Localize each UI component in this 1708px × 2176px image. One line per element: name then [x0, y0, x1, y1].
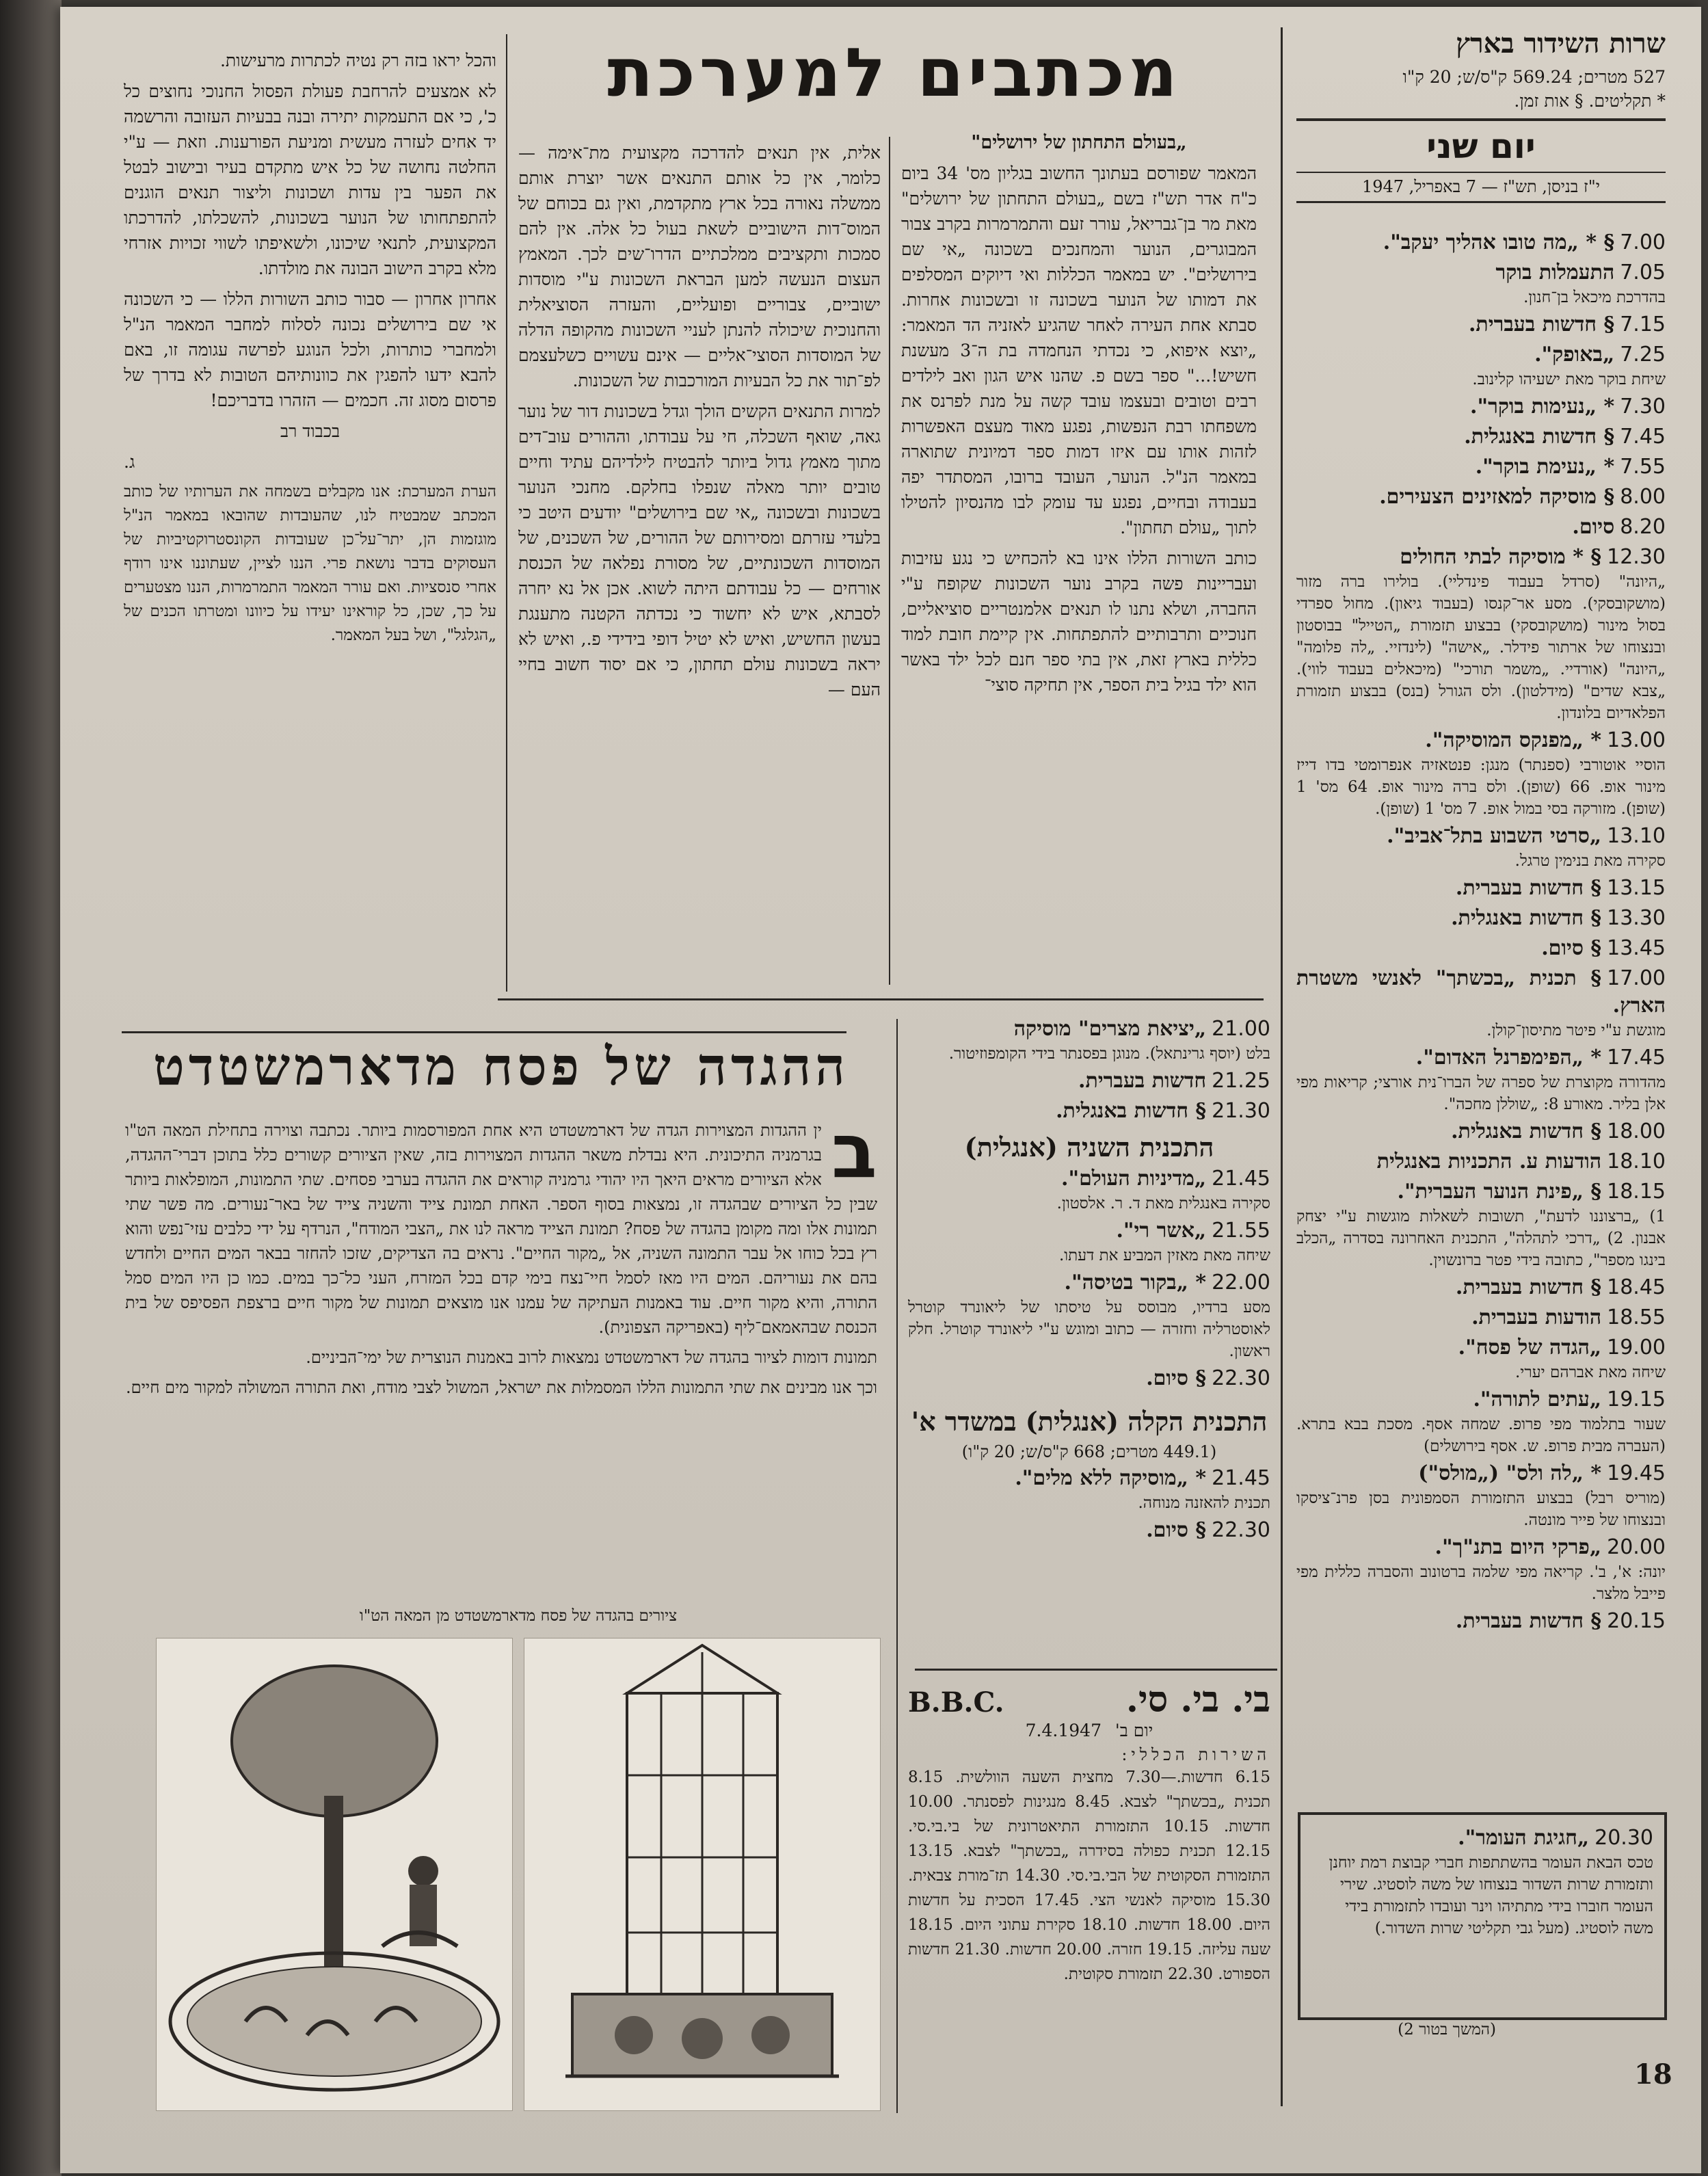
program-time: 7.15 — [1620, 313, 1666, 336]
program-description: טכס הבאת העומר בהשתתפות חברי קבוצת רמת יוחנן ותזמורת שרות השדור בנצוחו של משה לוסטיג. שירי העומר חוברו בידי מתתיהו וינר ועובדו לתזמורת בידי משה לוסטיג. (מעל גבי תקליטי שרות השדור.) — [1329, 1854, 1653, 1937]
program-time: 18.00 — [1607, 1119, 1666, 1143]
program-time: 13.45 — [1607, 936, 1666, 960]
bbc-title-hebrew: בי. בי. סי. — [1125, 1679, 1270, 1721]
haggadah-paragraph: וכך אנו מבינים את שתי התמונות הללו המסמלות את ישראל, המשול לצבי מודח, ואת התורה המשולה למקור מים חיים. — [126, 1378, 877, 1397]
program-title: § חדשות בעברית. — [1455, 1275, 1602, 1299]
bbc-title-english: B.B.C. — [908, 1686, 1004, 1719]
program-item — [908, 1269, 1270, 1362]
letters-column-1 — [901, 130, 1257, 985]
program-description: בהדרכת מיכאל בן־חנון. — [1523, 289, 1666, 306]
program-title: § חדשות באנגלית. — [1056, 1099, 1207, 1123]
program-item — [1296, 905, 1666, 932]
program-item — [1296, 823, 1666, 872]
program-time: 13.15 — [1607, 876, 1666, 900]
highlight-box — [1298, 1812, 1667, 2020]
letter-signoff: בכבוד רב — [280, 421, 340, 441]
program-title: * „נעימות בוקר". — [1470, 395, 1615, 419]
program-description: 1) „ברצוננו לדעת", תשובות לשאלות מוגשות ע"י יצחק אבנון. 2) „דרכי לתהלה", התכנית האחרונה בסדרה „הכלב בינגו מספר", כתובה בידי פטר ברונשוין. — [1296, 1208, 1666, 1269]
program-description: שיחת בוקר מאת ישעיהו קלינוב. — [1472, 371, 1666, 388]
fountain-drawing — [524, 1638, 880, 2110]
page-number: 18 — [1634, 2058, 1672, 2091]
program-time: 7.45 — [1620, 425, 1666, 449]
light-program-title: התכנית הקלה (אנגלית) במשדר א' — [911, 1406, 1268, 1437]
program-description: (מוריס רבל) בבצוע התזמורת הסמפונית בסן פרנ־ציסקו ובנצוחו של פייר מונטה. — [1296, 1489, 1666, 1529]
program-item — [1296, 423, 1666, 451]
bbc-date: 7.4.1947 — [1025, 1721, 1102, 1740]
program-title: „עתים לתורה". — [1473, 1388, 1602, 1411]
program-item — [1296, 1304, 1666, 1331]
divider — [1296, 118, 1666, 121]
program-time: 19.15 — [1607, 1388, 1666, 1411]
letter-paragraph: אלית, אין תנאים להדרכה מקצועית מת־אימה — כלומר, אין כל אותם התנאים אשר יוצרת אותם ממשלה נאורה בכל ארץ מתקדמת, ואין גם בכוחם של המוס־דות הישוביים לשאת בעול כל אלה. אין להם סמכות ותקציבים ממלכתיים הדרו־שים לכך. המאמץ העצום הנעשה למען הבראת השכונות ע"י מוסדות ישוביים, צבוריים ופועליים, והעזרה הסוציאלית והחנוכית שיכולה להנתן לעניי השכונות מהקופה הדלה של המוסדות הסוצי־אליים — אינם עשויים כשלעצמם לפ־תור את כל הבעיות המורכבות של השכונות. — [518, 143, 881, 390]
program-title: * „נעימת בוקר". — [1475, 455, 1615, 479]
program-title: * „מפנקס המוסיקה". — [1425, 728, 1602, 752]
program-title: § סיום. — [1541, 936, 1602, 960]
program-time: 21.00 — [1212, 1017, 1270, 1041]
program-time: 13.30 — [1607, 906, 1666, 930]
program-time: 20.00 — [1607, 1535, 1666, 1559]
program-title: „יציאת מצרים" מוסיקה — [1013, 1017, 1207, 1041]
program-item — [1296, 1386, 1666, 1457]
program-description: שיחה מאת אברהם יערי. — [1514, 1364, 1666, 1381]
program-item — [1296, 1044, 1666, 1115]
magazine-page — [60, 7, 1701, 2173]
letters-title: מכתבים למערכת — [607, 34, 1182, 112]
program-item — [1296, 311, 1666, 339]
program-time: 22.00 — [1212, 1271, 1270, 1295]
program-item — [908, 1016, 1270, 1065]
program-title: * „הפימפרנל האדום". — [1415, 1046, 1602, 1070]
program-time: 7.25 — [1620, 343, 1666, 367]
program-description: שעור בתלמוד מפי פרופ. שמחה אסף. מסכת בבא בתרא. (העברה מבית פרופ. ש. אסף בירושלים) — [1296, 1416, 1666, 1455]
radio-header — [1296, 27, 1666, 226]
letters-column-2 — [518, 140, 881, 1002]
program-time: 21.25 — [1212, 1069, 1270, 1093]
program-time: 21.45 — [1212, 1167, 1270, 1191]
hunting-scene-illustration — [156, 1638, 513, 2111]
program-time: 19.45 — [1607, 1461, 1666, 1485]
program-item — [1296, 1118, 1666, 1145]
program-description: סקירה מאת בנימין טרגל. — [1514, 852, 1666, 870]
column-rule — [889, 137, 890, 985]
program-item — [1296, 965, 1666, 1041]
haggadah-paragraph: ב ין ההגדות המצוירות הגדה של דארמשטדט היא אחת המפורסמות ביותר. נכתבה וצוירה בתחילת המאה הט"ו בגרמניה התיכונית. היא נבדלת משאר ההגדות המצוירות בזה, שאין הציורים קשורים כלל בתוכן דברי־ההגדה, אלא הציורים מראים היאך היו יהודי גרמניה קוראים את ההגדה בערבי פסחים. שתי התמונות, המופלאות ביותר שבין כל הציורים שבהגדה זו, נמצאות בסוף הספר. האחת תמונת צייד והשניה צייד של באר־נעורים. מה פשר שתי תמונות אלו ומה מקומן בהגדה של פסח? תמונת הצייד מראה לנו את „הצבי המודח", הנרדף על ידי כלבים עזי־נפש והוא רץ בכל כוחו אל עבר התמונה השניה, אל „מקור החיים". נראים בה הצדיקים, שזכו להחזר בבאר המים החיים ולחדש בהם את נעוריהם. המים היו מאז לסמל חיי־נצח בימי קדם בכל המזרח, העני כל־כך במים. כמו כן היו המים סמל התורה, והיא מקור חיים. עוד באמנות העתיקה של עמנו אנו מוצאים תמונות של מקור חיים ברצפת הפסיפס של בית הכנסת שבהאמאם־ליף (באפריקה הצפונית). — [125, 1118, 877, 1337]
program-item — [1296, 1178, 1666, 1271]
program-item — [1296, 727, 1666, 820]
section-divider — [122, 1031, 846, 1033]
program-item — [1296, 1534, 1666, 1605]
program-time: 13.10 — [1607, 824, 1666, 848]
letter-paragraph: המאמר שפורסם בעתונך החשוב בגליון מס' 34 ביום כ"ח אדר תש"ז בשם „בעולם התחתון של ירושלים" מאת מר בן־גבריאל, עורר זעם והתמרמרות בקרב צבור המבוגרים, הנוער והמחנכים בשכונה „אי שם בירושלים". יש במאמר הכללות ואי דיוקים המסלפים את דמותו של הנוער בשכונה זו ובשכונות אחרות. סבתא אחת העירה לאחר שהגיע לאזניה הד המאמר: „יוצא איפוא, כי נכדתי הנחמדה בת ה־3 מעשנת חשיש!..." ספר בשם פ. שהנו איש הגון ואב לילדים רבים וטובים ובעצמו עובד קשה על מנת לפרנס את משפחתו רבת הנפשות, נפגע מאוד מעצם האפשרות לזהות אותו עם איזו דמות ספר דמיונית שתוארה במאמר הנ"ל. הנוער, העובד ברובו, המסתדר יפה בעבודה ובחיים, נפגע עד עומק לבו מהנסיון להטילו לתוך „עולם תחתון". — [901, 163, 1257, 538]
letter-paragraph: למרות התנאים הקשים הולך וגדל בשכונות דור של נוער גאה, שואף השכלה, חי על עבודתו, וההורים עוב־דים מתוך מאמץ גדול ביותר להבטיח לילדיהם עתיד וחיים טובים יותר מאלה שנפלו בחלקם. מחנכי הנוער בשכונות ובשכונה „אי שם בירושלים" יודעים היטב כי בלעדי עזרתם ומסירותם של ההורים, של השכנים, של המוסדות השכונתיים, של מסורת נפלאה של הכנסת אורחים — כל עבודתם היתה לשוא. אכן אל נא יחרה לסבתא, איש לא יחשוד כי נכדתה הקטנה מתענגת בעשון החשיש, ואיש לא יטיל דופי בידידי פ., ואיש לא יראה בשכונות עולם תחתון, כי אם יסוד חשוב בחיי העם — — [518, 401, 881, 700]
program-title: „אשר רי". — [1116, 1219, 1207, 1243]
program-item — [1296, 483, 1666, 511]
program-title: * „לה ולס" („מולס") — [1418, 1461, 1602, 1485]
program-title: „הגדה של פסח". — [1458, 1336, 1602, 1359]
program-item — [908, 1365, 1270, 1392]
fountain-of-youth-illustration — [524, 1638, 881, 2111]
program-item — [1296, 1274, 1666, 1301]
section-divider — [498, 998, 1264, 1000]
program-description: הוסיי אוטורבי (ספנתר) מנגן: פנטאזיה אנפרומטי בדו דייז מינור אופ. 66 (שופן). ולס ברה מינור אופ. 64 מס' 1 (שופן). מזורקה בסי במול אופ. 7 מס' 1 (שופן). — [1296, 756, 1666, 818]
program-item — [1296, 1334, 1666, 1383]
program-time: 7.55 — [1620, 455, 1666, 479]
program-title: סיום. — [1572, 515, 1615, 539]
program-item — [1296, 1608, 1666, 1635]
program-item — [1296, 341, 1666, 390]
program-item — [908, 1165, 1270, 1215]
program-item — [1311, 1825, 1653, 1939]
program-item — [908, 1067, 1270, 1095]
program-description: „היונה" (סרדל בעבוד פינדליי). בולירו ברה מזור (מושקובסקי). מסע אר־קנסו (בעבוד גיאון). מחול ספרדי בסול מינור (מושקובסקי) בבצוע תזמורת „הטייל" בבוסטון ובנצוחו של ארתור פידלר. „אישה" (לינדזיי. „לה פלומה" „היונה" (אורדיי. „משמר תורכי" (מיכאלים בעבוד לווי). „צבא שדים" (מידלטון). ולס הגורל (בנס) בבצוע תזמורת הפלאדיום בלונדון. — [1296, 573, 1666, 722]
program-title: § תכנית „בכשתך" לאנשי משטרת הארץ. — [1296, 966, 1666, 1018]
program-title: הודעות בעברית. — [1471, 1305, 1602, 1329]
bbc-service: השירות הכללי: — [1121, 1745, 1270, 1764]
day-title: יום שני — [1426, 127, 1536, 166]
program-time: 21.55 — [1212, 1219, 1270, 1243]
program-time: 22.30 — [1212, 1366, 1270, 1390]
program-title: § חדשות באנגלית. — [1451, 906, 1602, 930]
program-time: 18.15 — [1607, 1180, 1666, 1204]
radio-service-title: שרות השידור בארץ — [1456, 27, 1666, 59]
program-title: § חדשות בעברית. — [1455, 876, 1602, 900]
broadcast-date: י"ז בניסן, תש"ז — 7 באפריל, 1947 — [1296, 172, 1666, 203]
program-item — [1296, 514, 1666, 541]
program-time: 20.15 — [1607, 1609, 1666, 1633]
haggadah-title: ההגדה של פסח מדארמשטדט — [152, 1036, 850, 1097]
program-time: 18.10 — [1607, 1150, 1666, 1173]
editor-note: הערת המערכת: אנו מקבלים בשמחה את הערותיו של כותב המכתב שמבטיח לנו, שהעובדות שהובאו במאמר הנ"ל מוגזמות הן, יתר־על־כן שעובדות הקונסטרוקטיביות של העסוקים בדבר נושאת פרי. הננו לציין, שעתוננו אינו רודף אחרי סנסציות. ואם עורר המאמר התמרמרות, הננו מצטערים על כך, שכן, כל קוראינו יעידו על כיוונו ומטרתו הכנים של „הגלגל", ושל בעל המאמר. — [124, 483, 496, 644]
program-item — [1296, 259, 1666, 308]
program-description: תכנית להאזנה מנוחה. — [1138, 1494, 1270, 1512]
column-rule — [896, 1019, 898, 2113]
program-item — [1296, 229, 1666, 256]
drop-cap: ב — [831, 1118, 877, 1195]
letter-signature: ג. — [124, 452, 135, 472]
program-title: § סיום. — [1146, 1366, 1207, 1390]
program-time: 18.45 — [1607, 1275, 1666, 1299]
program-title: * „מוסיקה ללא מלים". — [1015, 1466, 1207, 1490]
letter-paragraph: והכל יראו בזה רק נטיה לכתרות מרעישות. — [219, 51, 496, 70]
program-time: 17.45 — [1607, 1046, 1666, 1070]
program-item — [1296, 1148, 1666, 1176]
letters-column-3 — [124, 48, 496, 1005]
program-title: „מדיניות העולם". — [1061, 1167, 1207, 1191]
program-item — [908, 1098, 1270, 1125]
program-item — [908, 1217, 1270, 1266]
letter-paragraph: אחרון אחרון — סבור כותב השורות הללו — כי השכונה אי שם בירושלים נכונה לסלוח למחבר המאמר הנ"ל ולמחברי כותרות, ולכל הנוגע לפרשה עגומה זו, באם להבא ידעו להפגין את כוונותיהם הטובות לא בדרך של פרסום מסוג זה. חכמים — הזהרו בדבריכם! — [124, 289, 496, 410]
program-description: יונה: א', ב'. קריאה מפי שלמה ברטונוב והסברה כללית מפי פייבל מלצר. — [1296, 1563, 1666, 1603]
program-title: * „בקור בטיסה". — [1064, 1271, 1207, 1295]
program-description: מסע ברדיו, מבוסס על טיסתו של ליאונרד קוטרל לאוסטרליה וחזרה — כתוב ומוגש ע"י ליאונרד קוטרל. חלק ראשון. — [908, 1299, 1270, 1360]
program-title: § סיום. — [1146, 1518, 1207, 1542]
program-time: 20.30 — [1594, 1826, 1653, 1850]
program-item — [1296, 935, 1666, 962]
letter-headline: „בעולם התחתון של ירושלים" — [971, 132, 1187, 153]
program-title: „פרקי היום בתנ"ך". — [1435, 1535, 1602, 1559]
program-time: 19.00 — [1607, 1336, 1666, 1359]
program-time: 12.30 — [1607, 545, 1666, 569]
haggadah-article — [125, 1118, 877, 1597]
program-title: התעמלות בוקר — [1495, 261, 1615, 284]
program-time: 21.30 — [1212, 1099, 1270, 1123]
program-title: „חגיגת העומר". — [1458, 1826, 1590, 1850]
program-item — [1296, 1460, 1666, 1531]
program-description: מוגשת ע"י פיטר מתיסון־קולן. — [1486, 1022, 1666, 1039]
program-time: 21.45 — [1212, 1466, 1270, 1490]
radio-legend: * תקליטים. § אות זמן. — [1514, 91, 1666, 111]
program-title: „באופק". — [1534, 343, 1615, 367]
program-description: בלט (יוסף גרינתאל). מנוגן בפסנתר בידי הקומפוזיטור. — [948, 1045, 1270, 1063]
program-item — [908, 1465, 1270, 1514]
program-title: § „פינת הנוער העברית". — [1397, 1180, 1602, 1204]
continued-note: (המשך בטור 2) — [1398, 2021, 1496, 2039]
program-time: 7.00 — [1620, 230, 1666, 254]
program-title: הודעות ע. התכניות באנגלית — [1376, 1150, 1602, 1173]
letter-paragraph: כותב השורות הללו אינו בא להכחיש כי נגע עזיבות ועבריינות פשה בקרב נוער השכונות שקופח ע"י החברה, ושלא נתנו לו תנאים אלמנטריים סוציאליים, חנוכיים ותרבותיים להתפתחות. אין קיימת חובת למוד כללית בארץ זאת, אין בתי ספר חנם לכל ילד באשר הוא ילד בגיל בית הספר, אין תחיקה סוצי־ — [901, 548, 1257, 695]
program-time: 7.30 — [1620, 395, 1666, 419]
program-time: 18.55 — [1607, 1305, 1666, 1329]
radio-frequency: 527 מטרים; 569.24 ק"ס/ש; 20 ק"ו — [1402, 67, 1666, 87]
column-rule — [1281, 27, 1283, 2106]
program-title: § חדשות באנגלית. — [1464, 425, 1615, 449]
program-time: 13.00 — [1607, 728, 1666, 752]
program-item — [1296, 544, 1666, 724]
program-item — [1296, 875, 1666, 902]
bbc-schedule: 6.15 חדשות.—7.30 מחצית השעה הוולשית. 8.15 תכנית „בכשתך" לצבא. 8.45 מנגינות לפסנתר. 10.00 חדשות. 10.15 התזמורת התיאטרונית של בי.בי.סי. 12.15 תכנית כפולה בסידרה „בכשתך" לצבא. 13.15 התזמורת הסקוטית של הבי.בי.סי. 14.30 תז־מורת צבאית. 15.30 מוסיקה לאנשי הצי. 17.45 הסכית על חדשות היום. 18.00 חדשות. 18.10 סקירת עתוני היום. 18.15 שעה עליזה. 19.15 חזרה. 20.00 חדשות. 21.30 חדשות הספורט. 22.30 תזמורת סקוטית. — [908, 1768, 1270, 1983]
program-title: § חדשות בעברית. — [1468, 313, 1615, 336]
second-program-title: התכנית השניה (אנגלית) — [964, 1132, 1214, 1163]
program-item — [908, 1517, 1270, 1544]
bbc-section — [908, 1679, 1270, 2062]
radio-evening — [908, 1016, 1270, 1672]
letter-paragraph: לא אמצעים להרחבת פעולת הפסול החנוכי נחוצים כל כ', כי אם התעמקות יתירה ובנה בבעיות העזובה והרשמה יד אחים לעזרה מעשית ומניעת הפורענות. וזאת — ע"י החלטה נחושה של כל איש מתקדם בעיר ובישוב לבטל את הפער בין עדות ושכונות וליצור תנאים הוגנים להתפתחותו של הנוער בשכונות, להשכלתו, להדרכתו המקצועית, לתנאי שיכונו, ולשאיפתו לשווי זכויות אזרחי מלא בקרב הישוב הבונה את מולדתו. — [124, 81, 496, 278]
program-title: § * מוסיקה לבתי החולים — [1400, 545, 1602, 569]
program-description: סקירה באנגלית מאת ד. ר. אלסטון. — [1056, 1195, 1270, 1212]
program-title: חדשות בעברית. — [1078, 1069, 1207, 1093]
section-divider — [915, 1669, 1277, 1671]
program-title: § מוסיקה למאזינים הצעירים. — [1379, 485, 1615, 509]
bbc-day: יום ב' — [1115, 1721, 1153, 1740]
radio-schedule — [1296, 229, 1666, 1802]
hunt-drawing — [157, 1638, 512, 2110]
program-title: § חדשות בעברית. — [1455, 1609, 1602, 1633]
column-rule — [506, 34, 507, 992]
program-time: 8.20 — [1620, 515, 1666, 539]
program-time: 7.05 — [1620, 261, 1666, 284]
program-time: 17.00 — [1607, 966, 1666, 990]
program-time: 22.30 — [1212, 1518, 1270, 1542]
program-title: § חדשות באנגלית. — [1451, 1119, 1602, 1143]
binding-spine — [0, 0, 62, 2176]
light-program-frequency: (449.1 מטרים; 668 ק"ס/ש; 20 ק"ו) — [961, 1442, 1217, 1461]
program-description: שיחה מאת מאזין המביע את דעתו. — [1058, 1247, 1270, 1264]
haggadah-paragraph: תמונות דומות לציור בהגדה של דארמשטדט נמצאות לרוב באמנות הנוצרית של ימי־הביניים. — [306, 1348, 877, 1367]
program-item — [1296, 393, 1666, 421]
program-time: 8.00 — [1620, 485, 1666, 509]
program-title: § * „מה טובו אהליך יעקב". — [1383, 230, 1615, 254]
program-item — [1296, 453, 1666, 481]
program-description: מהדורה מקוצרת של ספרה של הברו־נית אורצי; קריאות מפי אלן בליר. מאורע 8: „שוללן מחכה". — [1296, 1074, 1666, 1113]
illustration-caption: ציורים בהגדה של פסח מדארמשטדט מן המאה הט"ו — [359, 1607, 678, 1625]
program-title: „סרטי השבוע בתל־אביב". — [1387, 824, 1602, 848]
